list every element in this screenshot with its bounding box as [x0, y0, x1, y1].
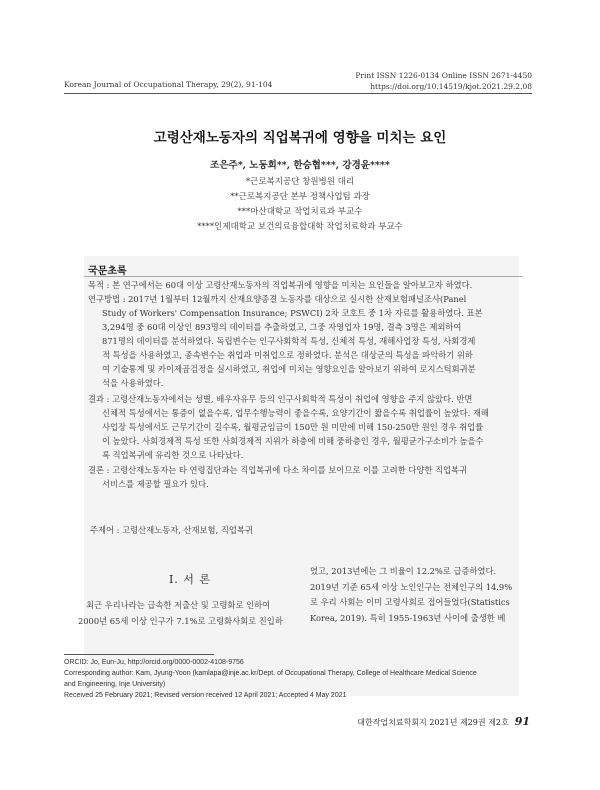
header-divider: [64, 93, 532, 94]
body-line: 였고, 2013년에는 그 비율이 12.2%로 급증하였다.: [310, 566, 497, 576]
footer-journal: 대한작업치료학회지 2021년 제29권 제2호: [357, 718, 509, 727]
body-line: 최근 우리나라는 급속한 저출산 및 고령화로 인하여: [86, 600, 271, 610]
intro-right-column: [310, 564, 540, 626]
results-line: 록 직업복귀에 유리한 것으로 나타났다.: [102, 450, 244, 460]
abstract-purpose: 목적 : 본 연구에서는 60대 이상 고령산재노동자의 직업복귀에 영향을 미치는 요인들을 알아보고자 하였다.: [88, 280, 473, 290]
received-dates-note: Received 25 February 2021; Revised version received 12 April 2021; Accepted 4 May 2021: [64, 692, 347, 699]
affiliation-4: ****인제대학교 보건의료융합대학 작업치료학과 부교수: [197, 222, 403, 232]
results-line: 결과 : 고령산재노동자에서는 성별, 배우자유무 등의 인구사회학적 특성이 취업에 영향을 주지 않았다. 반면: [88, 394, 473, 404]
paper-title: 고령산재노동자의 직업복귀에 영향을 미치는 요인: [153, 130, 447, 146]
methods-line: 871명의 데이터를 분석하였다. 독립변수는 인구사회학적 특성, 신체적 특성, 재해사업장 특성, 사회경제: [102, 336, 476, 346]
footnote-divider: [64, 654, 214, 655]
intro-left-column: [78, 598, 298, 629]
doi-link[interactable]: https://doi.org/10.14519/kjot.2021.29.2.08: [370, 82, 532, 91]
results-line: 신체적 특성에서는 통증이 없을수록, 업무수행능력이 좋을수록, 요양기간이 짧을수록 취업률이 높았다. 재해: [102, 408, 489, 418]
affiliation-1: *근로복지공단 창원병원 대리: [245, 177, 355, 187]
body-line: 2000년 65세 이상 인구가 7.1%로 고령화사회로 진입하: [78, 615, 283, 626]
methods-line: 연구방법 : 2017년 1월부터 12월까지 산재요양종결 노동자를 대상으로 실시한 산재보험패널조사(Panel: [88, 294, 467, 304]
section-heading-introduction: Ⅰ. 서 론: [168, 573, 212, 586]
keywords: 주제어 : 고령산재노동자, 산재보험, 직업복귀: [90, 525, 253, 535]
affiliation-3: ***마산대학교 작업치료과 부교수: [237, 207, 363, 217]
page-footer: [357, 715, 530, 728]
conclusion-line: 결론 : 고령산재노동자는 타 연령집단과는 직업복귀에 다소 차이를 보이므로 이를 고려한 다양한 직업복귀: [88, 465, 468, 475]
abstract-results: [88, 392, 518, 462]
methods-line: 여 기술통계 및 카이제곱검정을 실시하였고, 취업에 미치는 영향요인을 알아보기 위하여 로지스틱회귀분: [102, 364, 476, 374]
affiliation-2: **근로복지공단 본부 정책사업팀 과장: [230, 192, 370, 202]
journal-citation: Korean Journal of Occupational Therapy, 29(2), 91-104: [64, 80, 273, 89]
methods-line: 적 특성을 사용하였고, 종속변수는 취업과 미취업으로 정하였다. 분석은 대상군의 특성을 파악하기 위하: [102, 350, 473, 360]
corresponding-author-note-cont: and Engineering, Inje University): [64, 681, 166, 688]
methods-line: Study of Workers' Compensation Insurance; PSWCI) 2차 코호트 중 1차 자료를 활용하였다. 표본: [102, 308, 483, 318]
body-line: 2019년 기준 65세 이상 노인인구는 전체인구의 14.9%: [310, 581, 513, 592]
footnotes: [64, 657, 534, 701]
abstract-conclusion: [88, 463, 518, 491]
results-line: 사업장 특성에서도 근무기간이 길수록, 월평균임금이 150만 원 미만에 비해 150-250만 원인 경우 취업률: [102, 422, 484, 432]
orcid-note: ORCID: Jo, Eun-Ju, http://orcid.org/0000-0002-4108-9756: [64, 659, 244, 666]
corresponding-author-note: Corresponding author: Kam, Jyung-Yoon (kamlapa@inje.ac.kr/Dept. of Occupational Therapy, College of Healthcare Medical Science: [64, 670, 477, 677]
author-list: 조은주*, 노동희**, 한승협***, 강경윤****: [210, 160, 390, 171]
results-line: 이 높았다. 사회경제적 특성 또한 사회경제적 지위가 하층에 비해 중하층인 경우, 월평균가구소비가 높을수: [102, 436, 484, 446]
page-number: 91: [514, 715, 530, 728]
methods-line: 3,294명 중 60대 이상인 893명의 데이터를 추출하였고, 그중 자영업자 19명, 결측 3명은 제외하여: [102, 322, 462, 332]
abstract-methods: [88, 292, 518, 390]
abstract-divider: [84, 276, 523, 277]
body-line: 로 우리 사회는 이미 고령사회로 접어들었다(Statistics: [310, 597, 510, 607]
issn-doi-block: [355, 70, 532, 92]
conclusion-line: 서비스를 제공할 필요가 있다.: [102, 479, 209, 489]
methods-line: 석을 사용하였다.: [102, 378, 164, 388]
body-line: Korea, 2019). 특히 1955-1963년 사이에 출생한 베: [310, 612, 506, 623]
issn-text: Print ISSN 1226-0134 Online ISSN 2671-4450: [355, 71, 532, 80]
abstract-heading: 국문초록: [88, 266, 127, 277]
